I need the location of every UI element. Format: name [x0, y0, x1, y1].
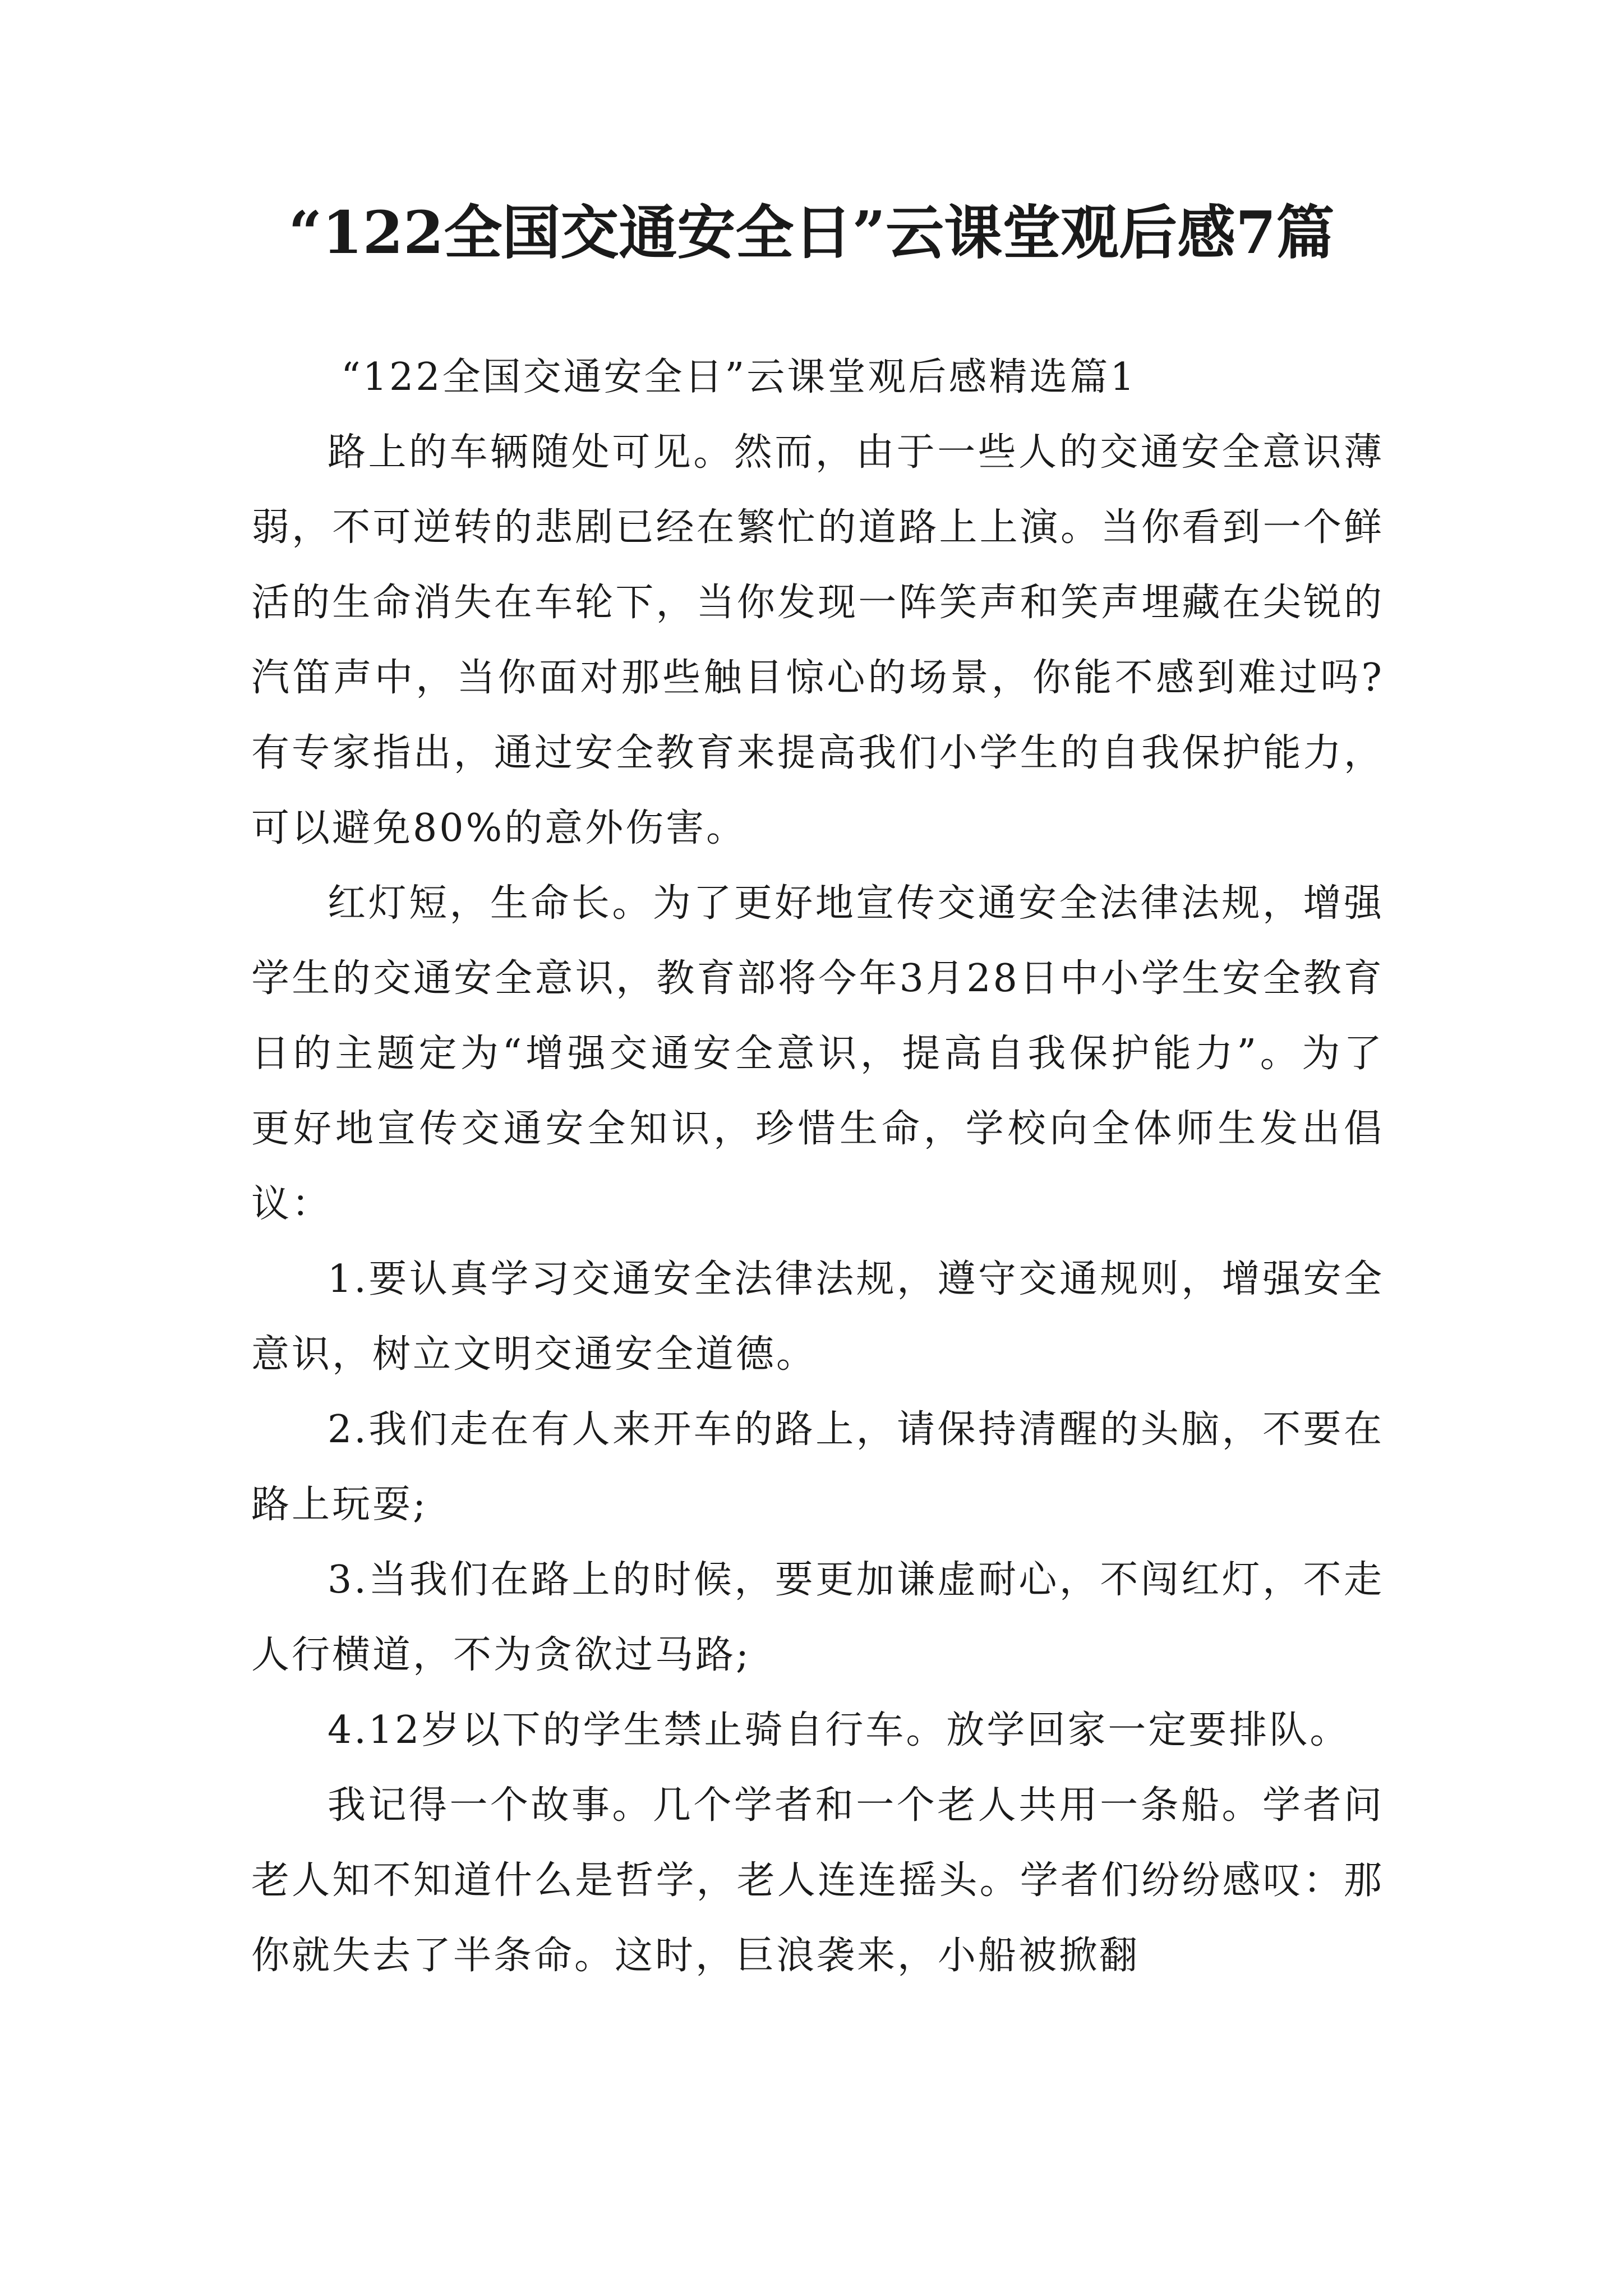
list-item: 4.12岁以下的学生禁止骑自行车。放学回家一定要排队。	[328, 1708, 1350, 1752]
section-heading: “122全国交通安全日”云课堂观后感精选篇1	[341, 355, 1137, 399]
list-item: 1.要认真学习交通安全法律法规，遵守交通规则，增强安全意识，树立文明交通安全道德。	[251, 1257, 1384, 1377]
document-title: “122全国交通安全日”云课堂观后感7篇	[288, 198, 1335, 267]
paragraph: 路上的车辆随处可见。然而，由于一些人的交通安全意识薄弱，不可逆转的悲剧已经在繁忙的道路上上演。当你看到一个鲜活的生命消失在车轮下，当你发现一阵笑声和笑声埋藏在尖锐的汽笛声中，当你面对那些触目惊心的场景，你能不感到难过吗?有专家指出，通过安全教育来提高我们小学生的自我保护能力，可以避免80%的意外伤害。	[251, 430, 1384, 850]
list-item: 2.我们走在有人来开车的路上，请保持清醒的头脑，不要在路上玩耍;	[251, 1407, 1384, 1527]
paragraph: 我记得一个故事。几个学者和一个老人共用一条船。学者问老人知不知道什么是哲学，老人连连摇头。学者们纷纷感叹：那你就失去了半条命。这时，巨浪袭来，小船被掀翻	[251, 1783, 1384, 1978]
list-item: 3.当我们在路上的时候，要更加谦虚耐心，不闯红灯，不走人行横道，不为贪欲过马路;	[251, 1558, 1384, 1677]
paragraph: 红灯短，生命长。为了更好地宣传交通安全法律法规，增强学生的交通安全意识，教育部将今年3月28日中小学生安全教育日的主题定为“增强交通安全意识，提高自我保护能力”。为了更好地宣传交通安全知识，珍惜生命，学校向全体师生发出倡议：	[251, 881, 1384, 1226]
document-body	[251, 340, 1384, 1994]
